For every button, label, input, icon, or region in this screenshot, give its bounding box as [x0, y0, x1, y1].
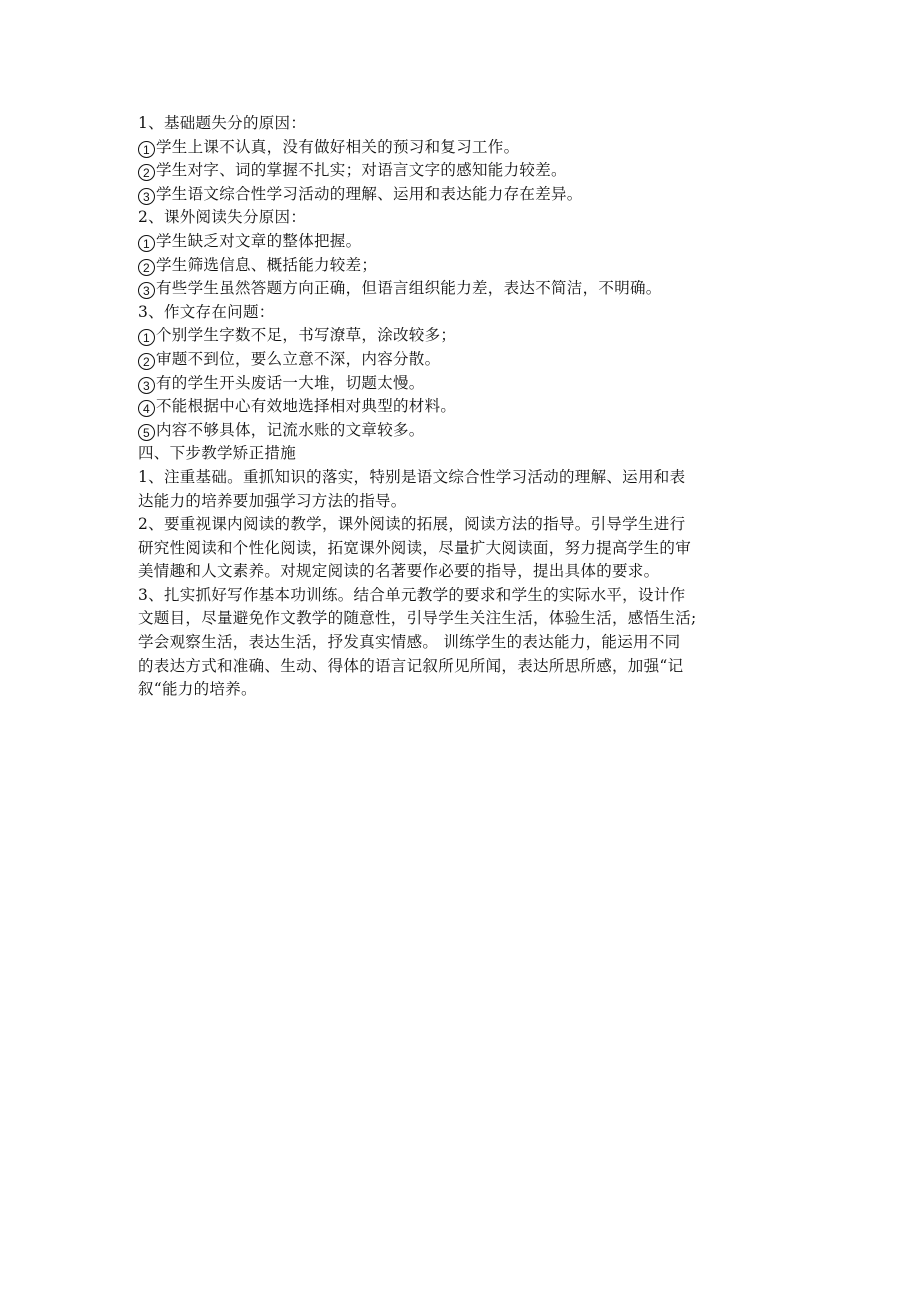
- circled-number-5: 5: [138, 424, 155, 441]
- circled-number-2: 2: [138, 164, 155, 181]
- paragraph-line: 文题目，尽量避免作文教学的随意性，引导学生关注生活，体验生活，感悟生活;: [138, 609, 697, 628]
- section-2-item-1: [138, 230, 786, 254]
- item-text: 有的学生开头废话一大堆，切题太慢。: [156, 373, 425, 392]
- section-3-item-1: [138, 324, 786, 348]
- circled-number-3: 3: [138, 188, 155, 205]
- section-3-item-3: [138, 372, 786, 396]
- circled-number-3: 3: [138, 377, 155, 394]
- paragraph-line: 研究性阅读和个性化阅读，拓宽课外阅读，尽量扩大阅读面，努力提高学生的审: [138, 538, 692, 557]
- measure-paragraph-2: [138, 513, 786, 584]
- item-text: 审题不到位，要么立意不深，内容分散。: [156, 349, 441, 368]
- section-2-item-3: [138, 277, 786, 301]
- section-1-item-1: [138, 136, 786, 160]
- section-1-item-3: [138, 183, 786, 207]
- item-text: 不能根据中心有效地选择相对典型的材料。: [156, 397, 457, 416]
- item-text: 有些学生虽然答题方向正确，但语言组织能力差，表达不简洁，不明确。: [156, 279, 662, 298]
- item-text: 学生筛选信息、概括能力较差；: [156, 255, 378, 274]
- section-1-item-2: [138, 159, 786, 183]
- paragraph-line: 1、注重基础。重抓知识的落实，特别是语文综合性学习活动的理解、运用和表: [138, 467, 686, 486]
- paragraph-line: 的表达方式和准确、生动、得体的语言记叙所见所闻，表达所思所感，加强“记: [138, 656, 684, 675]
- circled-number-3: 3: [138, 282, 155, 299]
- section-2-item-2: [138, 254, 786, 278]
- paragraph-line: 达能力的培养要加强学习方法的指导。: [138, 491, 407, 510]
- section-3-heading: 3、作文存在问题：: [138, 302, 275, 321]
- paragraph-line: 美情趣和人文素养。对规定阅读的名著要作必要的指导，提出具体的要求。: [138, 562, 660, 581]
- paragraph-line: 学会观察生活，表达生活，抒发真实情感。 训练学生的表达能力，能运用不同: [138, 633, 681, 652]
- paragraph-line: 3、扎实抓好写作基本功训练。结合单元教学的要求和学生的实际水平，设计作: [138, 585, 686, 604]
- circled-number-1: 1: [138, 235, 155, 252]
- section-3-item-4: [138, 395, 786, 419]
- item-text: 学生上课不认真，没有做好相关的预习和复习工作。: [156, 137, 520, 156]
- document-page: [138, 112, 786, 702]
- circled-number-1: 1: [138, 329, 155, 346]
- circled-number-2: 2: [138, 353, 155, 370]
- paragraph-line: 叙“能力的培养。: [138, 680, 257, 699]
- section-2-heading: 2、课外阅读失分原因：: [138, 208, 307, 227]
- item-text: 内容不够具体，记流水账的文章较多。: [156, 420, 425, 439]
- circled-number-2: 2: [138, 259, 155, 276]
- circled-number-4: 4: [138, 400, 155, 417]
- section-3-item-5: [138, 419, 786, 443]
- section-1-heading: 1、基础题失分的原因：: [138, 114, 307, 132]
- section-3-item-2: [138, 348, 786, 372]
- measure-paragraph-1: [138, 466, 786, 513]
- item-text: 学生语文综合性学习活动的理解、运用和表达能力存在差异。: [156, 184, 583, 203]
- item-text: 学生缺乏对文章的整体把握。: [156, 231, 362, 250]
- item-text: 个别学生字数不足，书写潦草，涂改较多；: [156, 326, 457, 345]
- measure-paragraph-3: [138, 584, 786, 702]
- part-4-heading: 四、下步教学矫正措施: [138, 444, 297, 463]
- circled-number-1: 1: [138, 141, 155, 158]
- item-text: 学生对字、词的掌握不扎实；对语言文字的感知能力较差。: [156, 161, 567, 180]
- paragraph-line: 2、要重视课内阅读的教学，课外阅读的拓展，阅读方法的指导。引导学生进行: [138, 515, 686, 534]
